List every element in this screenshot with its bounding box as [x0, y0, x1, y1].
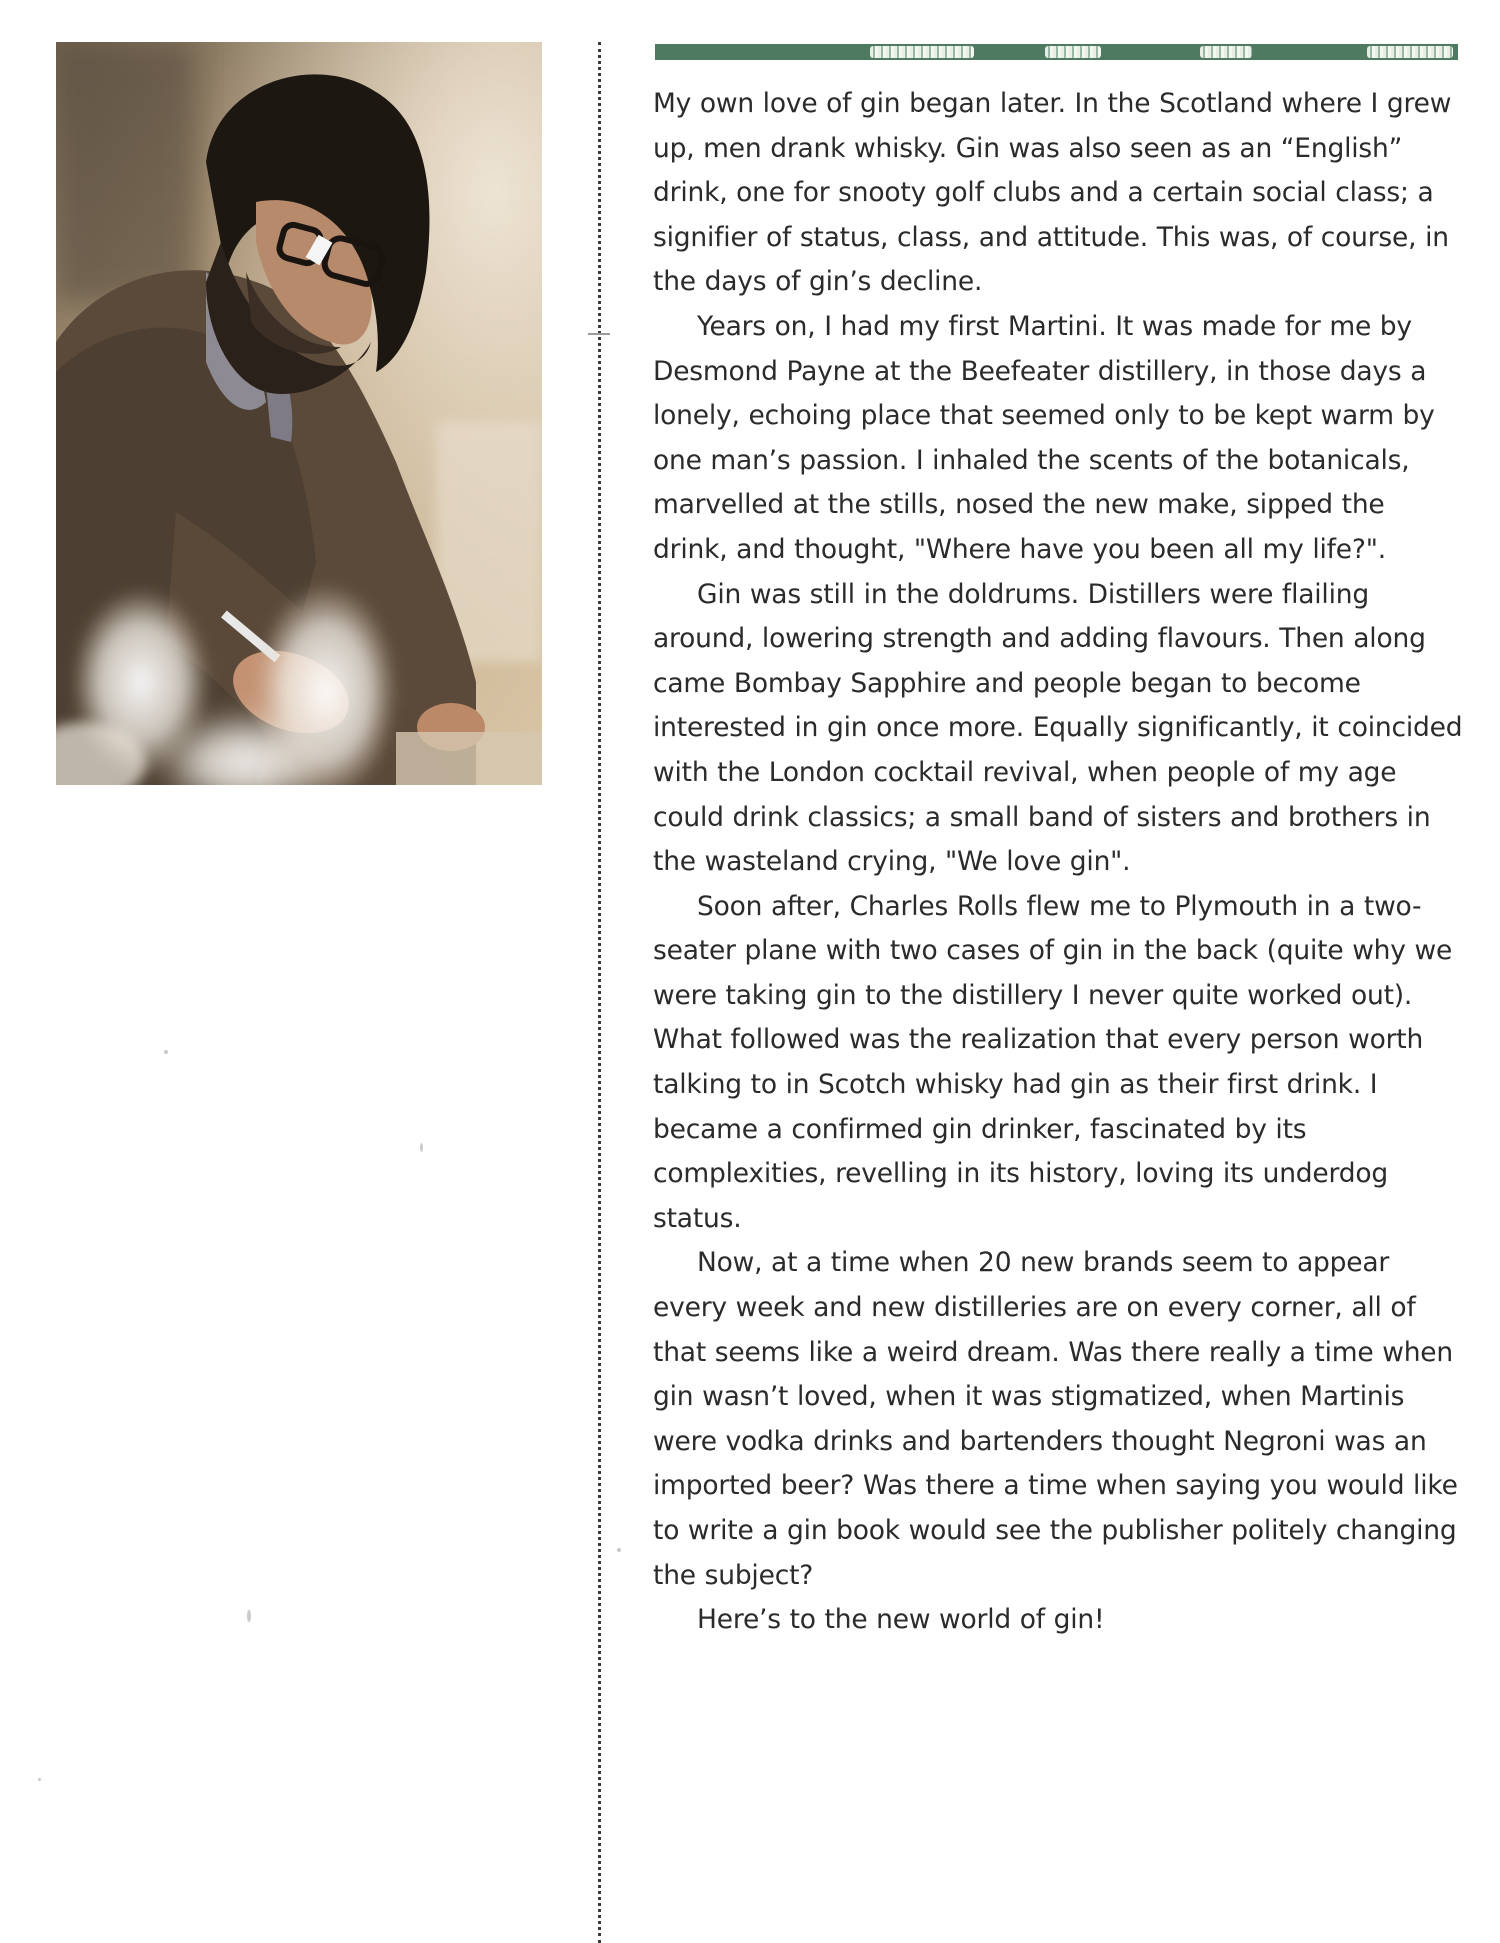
author-photo-image [56, 42, 542, 785]
divider-mark [588, 333, 610, 335]
banner-ornament [1200, 46, 1252, 58]
paragraph: Now, at a time when 20 new brands seem to appear every week and new distilleries are on every corner, all of that seems like a weird dream. Was there really a time when gin wasn’t loved, when it was stigmatized, when Martinis were vodka drinks and bartenders thought Negroni was an imported beer? Was there a time when saying you would like to write a gin book would see the publisher politely changing the subject? [653, 1247, 1458, 1591]
article-body [653, 82, 1465, 1643]
scan-speck [164, 1050, 168, 1054]
scan-speck [617, 1548, 621, 1552]
scan-speck [420, 1143, 423, 1152]
paragraph: My own love of gin began later. In the Scotland where I grew up, men drank whisky. Gin was also seen as an “English” drink, one for snooty golf clubs and a certain social class; a signifier of status, class, and attitude. This was, of course, in the days of gin’s decline. [653, 88, 1452, 298]
banner-ornament [870, 46, 974, 58]
banner-ornament [1367, 46, 1453, 58]
banner-ornament [1045, 46, 1101, 58]
paragraph: Years on, I had my first Martini. It was made for me by Desmond Payne at the Beefeater distillery, in those days a lonely, echoing place that seemed only to be kept warm by one man’s passion. I inhaled the scents of the botanicals, marvelled at the stills, nosed the new make, sipped the drink, and thought, "Where have you been all my life?". [653, 310, 1435, 565]
paragraph: Gin was still in the doldrums. Distillers were flailing around, lowering strength and adding flavours. Then along came Bombay Sapphire and people began to become interested in gin once more. Equally significantly, it coincided with the London cocktail revival, when people of my age could drink classics; a small band of sisters and brothers in the wasteland crying, "We love gin". [653, 578, 1463, 878]
author-photo [56, 42, 542, 785]
dotted-column-divider [598, 42, 601, 1943]
scan-speck [247, 1610, 251, 1622]
decorative-banner [655, 44, 1458, 60]
paragraph: Here’s to the new world of gin! [697, 1604, 1105, 1636]
paragraph: Soon after, Charles Rolls flew me to Plymouth in a two-seater plane with two cases of gin in the back (quite why we were taking gin to the distillery I never quite worked out). What followed was the realization that every person worth talking to in Scotch whisky had gin as their first drink. I became a confirmed gin drinker, fascinated by its complexities, revelling in its history, loving its underdog status. [653, 890, 1453, 1234]
scan-speck [38, 1778, 41, 1781]
